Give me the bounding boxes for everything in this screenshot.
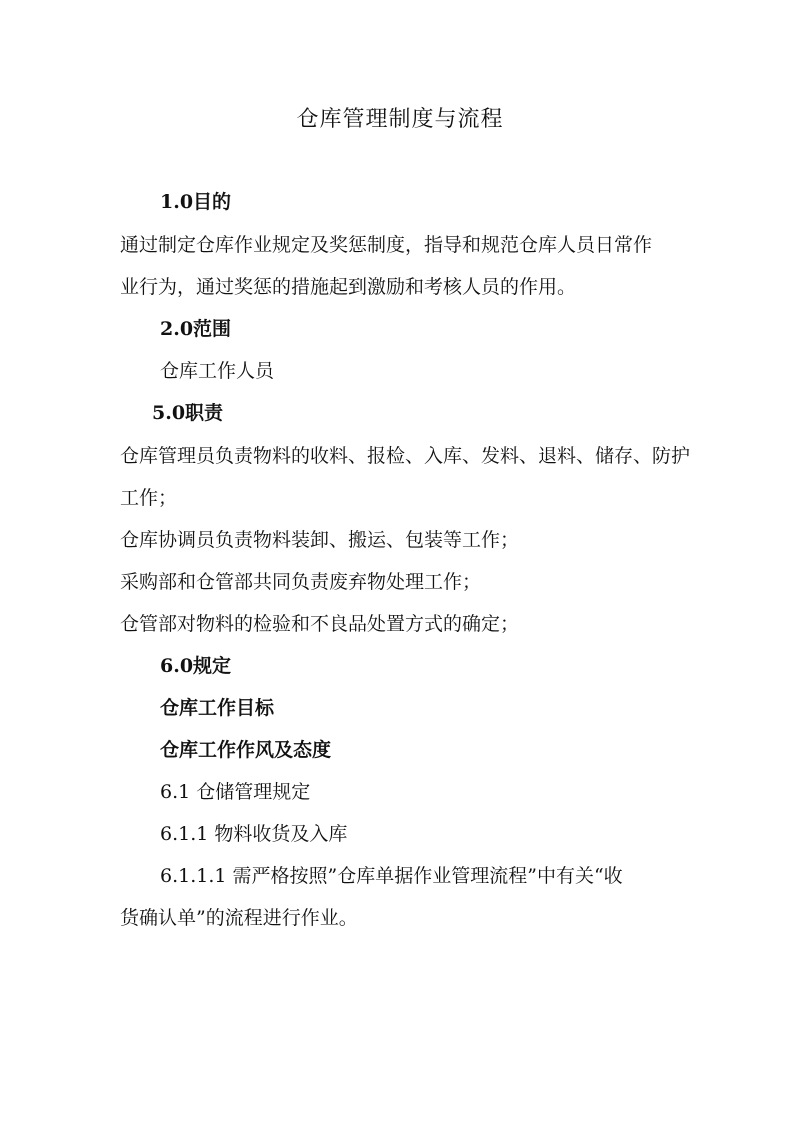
paragraph-line: 仓库工作人员 — [160, 360, 275, 382]
paragraph-line: 业行为，通过奖惩的措施起到激励和考核人员的作用。 — [120, 276, 577, 298]
section-heading-purpose: 1.0目的 — [160, 191, 232, 213]
paragraph-line: 货确认单”的流程进行作业。 — [120, 907, 358, 929]
paragraph-line: 采购部和仓管部共同负责废弃物处理工作； — [120, 571, 482, 593]
paragraph-line: 仓管部对物料的检验和不良品处置方式的确定； — [120, 613, 520, 635]
paragraph-line: 6.1.1.1 需严格按照”仓库单据作业管理流程”中有关“收 — [160, 865, 623, 887]
paragraph-line: 通过制定仓库作业规定及奖惩制度，指导和规范仓库人员日常作 — [120, 234, 653, 256]
clause-heading: 6.1 仓储管理规定 — [160, 781, 311, 803]
paragraph-line: 仓库协调员负责物料装卸、搬运、包装等工作； — [120, 529, 520, 551]
sub-heading-work-style: 仓库工作作风及态度 — [160, 739, 332, 761]
paragraph-line: 工作； — [120, 487, 178, 509]
clause-heading: 6.1.1 物料收货及入库 — [160, 823, 348, 845]
section-heading-rules: 6.0规定 — [160, 655, 232, 677]
section-heading-scope: 2.0范围 — [160, 318, 232, 340]
section-heading-responsibilities: 5.0职责 — [152, 402, 224, 424]
sub-heading-work-goals: 仓库工作目标 — [160, 697, 275, 719]
document-title: 仓库管理制度与流程 — [296, 107, 504, 132]
paragraph-line: 仓库管理员负责物料的收料、报检、入库、发料、退料、储存、防护 — [120, 445, 691, 467]
